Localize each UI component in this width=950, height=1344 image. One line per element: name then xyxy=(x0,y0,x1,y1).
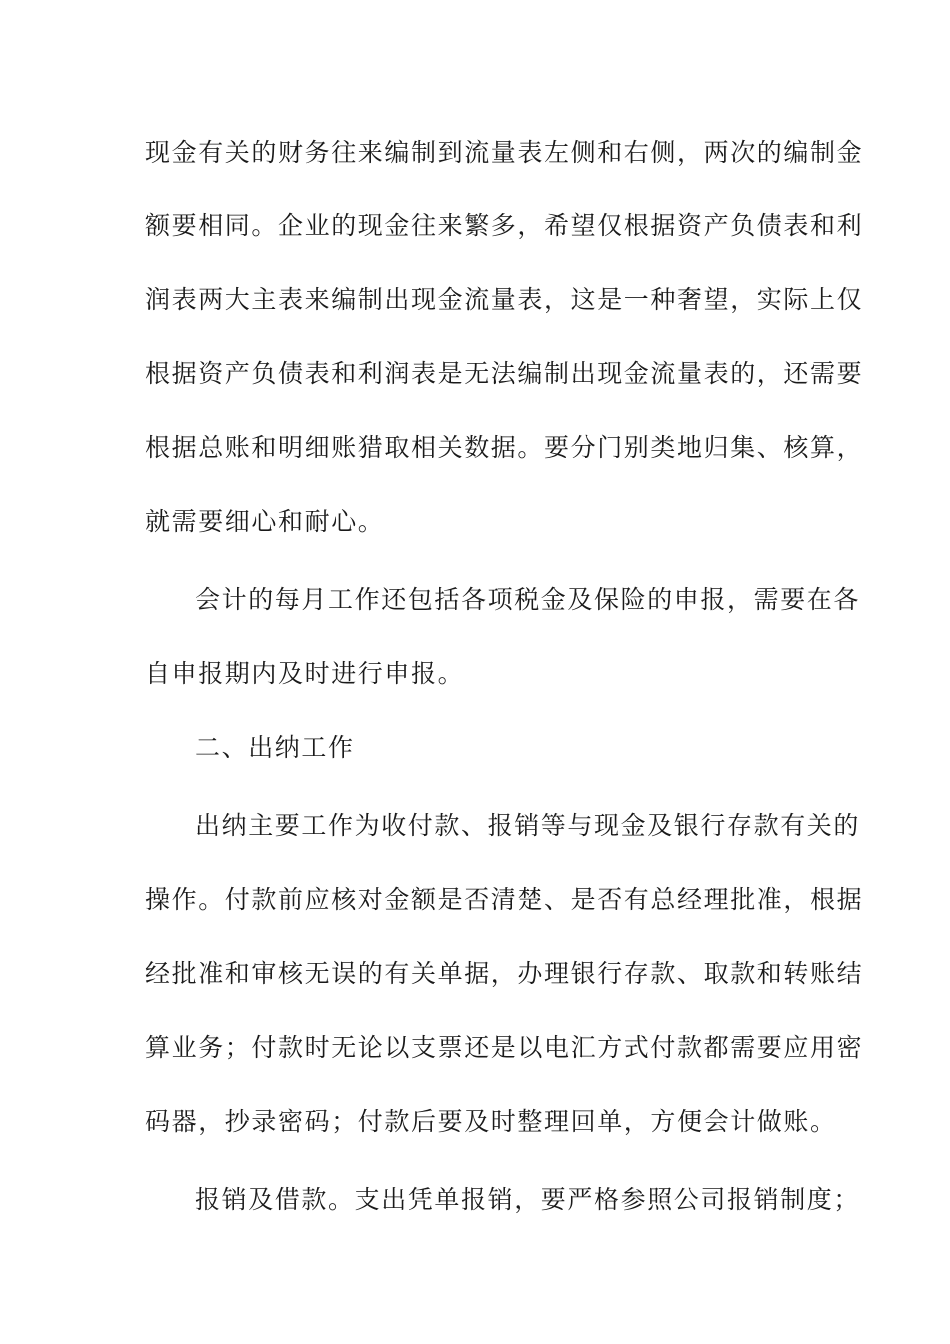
paragraph-line: 码器，抄录密码；付款后要及时整理回单，方便会计做账。 xyxy=(145,1107,837,1136)
paragraph-line: 根据总账和明细账猎取相关数据。要分门别类地归集、核算， xyxy=(145,433,864,462)
paragraph-line: 操作。付款前应核对金额是否清楚、是否有总经理批准，根据 xyxy=(145,885,864,914)
paragraph-line: 算业务；付款时无论以支票还是以电汇方式付款都需要应用密 xyxy=(145,1033,864,1062)
paragraph-line: 就需要细心和耐心。 xyxy=(145,507,385,536)
paragraph-line: 会计的每月工作还包括各项税金及保险的申报，需要在各 xyxy=(195,585,861,614)
paragraph-line: 润表两大主表来编制出现金流量表，这是一种奢望，实际上仅 xyxy=(145,285,864,314)
section-heading: 二、出纳工作 xyxy=(195,733,355,762)
paragraph-line: 自申报期内及时进行申报。 xyxy=(145,659,465,688)
paragraph-line: 报销及借款。支出凭单报销，要严格参照公司报销制度； xyxy=(195,1185,861,1214)
paragraph-line: 额要相同。企业的现金往来繁多，希望仅根据资产负债表和利 xyxy=(145,211,864,240)
paragraph-line: 出纳主要工作为收付款、报销等与现金及银行存款有关的 xyxy=(195,811,861,840)
paragraph-line: 经批准和审核无误的有关单据，办理银行存款、取款和转账结 xyxy=(145,959,864,988)
paragraph-line: 现金有关的财务往来编制到流量表左侧和右侧，两次的编制金 xyxy=(145,138,864,167)
paragraph-line: 根据资产负债表和利润表是无法编制出现金流量表的，还需要 xyxy=(145,359,864,388)
